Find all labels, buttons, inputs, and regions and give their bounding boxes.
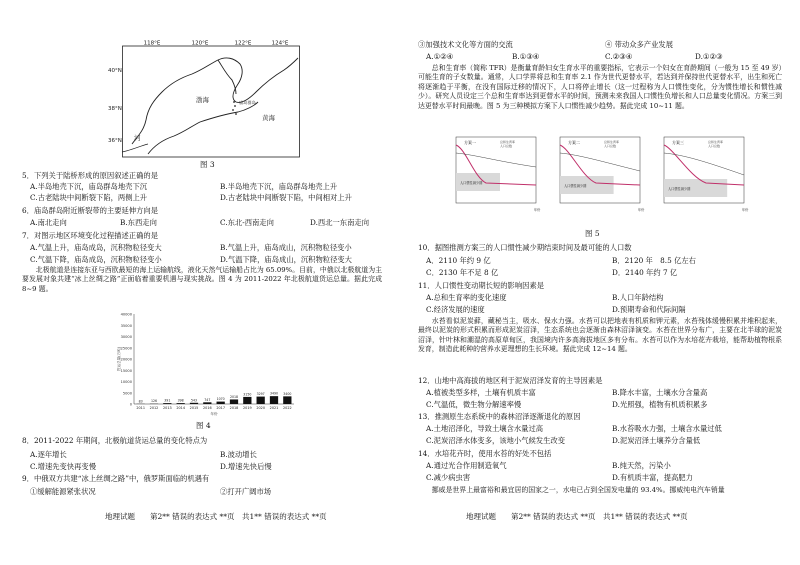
bar-2018 — [230, 399, 238, 404]
lon-label-118: 118°E — [143, 40, 161, 47]
q12-option-a: A.植被类型多样，土壤有机质丰富 — [426, 388, 536, 397]
bar-2013 — [163, 403, 171, 404]
bar-value-label: 83 — [138, 399, 143, 404]
y-axis-label: 货运总量(万吨) — [117, 346, 121, 372]
q10-option-a: A．2110 年约 9 亿 — [426, 256, 491, 265]
q14-option-c: C.减少病虫害 — [426, 473, 471, 482]
q12-option-b: B.降水丰富，土壤水分含量高 — [612, 388, 708, 397]
bar-2016 — [203, 402, 211, 404]
q8-option-b: B.波动增长 — [220, 450, 257, 459]
x-tick-label: 2016 — [203, 406, 212, 410]
x-axis-label: 年份 — [742, 208, 749, 212]
scenario-panel-3 — [664, 137, 749, 212]
bar-value-label: 3400 — [283, 391, 292, 396]
q12-option-c: C.气温低，微生物分解速率慢 — [426, 400, 522, 409]
q8-option-a: A.逐年增长 — [30, 450, 67, 459]
bar-value-label: 3297 — [256, 392, 265, 397]
q13-option-c: C.泥炭沼泽水体变多，该地小气候发生改变 — [426, 436, 565, 445]
q14-stem: 14．水培花卉时，使用水苔的好处不包括 — [418, 449, 552, 458]
y-tick-label: 25000 — [120, 346, 132, 351]
q7-stem: 7．对图示地区环境变化过程描述正确的是 — [22, 231, 158, 240]
lat-label-40: 40°N — [108, 68, 122, 74]
bar-value-label: 747 — [204, 397, 211, 402]
q13-stem: 13．推测原生态系统中的森林沼泽逐渐退化的原因 — [418, 412, 581, 421]
legend-population: 人口总数 — [708, 144, 721, 148]
q12-option-d: D.光照强，植物有机质积累多 — [612, 400, 708, 409]
passage-norway: 挪威是世界上最富裕和最宜居的国家之一，水电已占到全国发电量的 93.4%。挪威纯电汽车销量 — [431, 486, 725, 494]
x-tick-label: 2014 — [176, 406, 185, 410]
q5-option-c: C.古老陆块中间断裂下陷，两侧上升 — [30, 193, 148, 202]
q10-option-c: C．2130 年不足 8 亿 — [426, 268, 499, 277]
islands-label: 庙岛群岛 — [239, 100, 256, 105]
bar-2020 — [257, 397, 265, 404]
bar-chart-figure-4 — [112, 308, 302, 418]
panel-title: 方案三 — [672, 140, 684, 145]
q5-option-d: D.古老陆块中间断裂下陷，中间相对上升 — [220, 193, 352, 202]
river-label: 河 — [134, 134, 141, 142]
q13-option-b: B.水苔吸水力强，土壤含水量过低 — [612, 424, 722, 433]
x-tick-label: 2018 — [229, 406, 239, 410]
bar-2022 — [283, 396, 291, 404]
lon-label-122: 122°E — [234, 40, 252, 47]
x-tick-label: 2020 — [256, 406, 265, 410]
bar-2019 — [243, 397, 251, 404]
q11-option-c: C.经济发展的速度 — [426, 305, 485, 314]
y-tick-label: 40000 — [120, 312, 132, 317]
passage-sphagnum: 水苔看似泥炭藓，藏秘当主，吸水、保水力强。水苔可以把地表有机质和钾元素，水苔残体缓慢积累并堆积起来，最终以泥炭的形式积累而形成泥炭沼泽，生态系统也会逐渐由森林沼泽演变。水苔在世界分布广，主要在北半球的泥炭沼泽，针叶林和潮湿的高原草甸区，我国境内许多高海拔地区多有分布。水苔可以作为水培花卉栽培，能帮助植物根系发育，制造此耗种的营养水更理想的生长环境。据此完成 12~14 题。 — [418, 317, 782, 354]
right-footer: 地理试题 第2** 错误的表达式 **页 共1** 错误的表达式 **页 — [466, 512, 688, 521]
q14-option-b: B.纯天然，污染小 — [612, 461, 671, 470]
q7-option-d: D.气温下降，庙岛成山，沉积物粒径变大 — [220, 255, 352, 264]
legend-tfr: 总和生育率 — [604, 140, 620, 144]
q5-option-a: A.半岛地壳下沉，庙岛群岛地壳下沉 — [30, 182, 148, 191]
legend-tfr: 总和生育率 — [708, 140, 724, 144]
y-tick-label: 20000 — [120, 357, 132, 362]
q9-option-4: ④ 带动众多产业发展 — [605, 40, 673, 49]
population-figure-5 — [450, 135, 750, 223]
bar-2021 — [270, 396, 278, 404]
bar-2017 — [217, 402, 225, 404]
legend-population: 人口总数 — [500, 144, 513, 148]
q14-option-d: D.有机质丰富，提高肥力 — [612, 473, 693, 482]
x-axis-label: 年份 — [210, 412, 218, 416]
q7-option-b: B.气温上升，庙岛成山，沉积物粒径变小 — [220, 243, 352, 252]
q5-option-b: B.半岛地壳下沉，庙岛群岛地壳上升 — [220, 182, 338, 191]
passage-tfr: 总和生育率（简称 TFR）是衡量育龄妇女生育水平的重要指标，它表示一个妇女在育龄期间（一般为 15 至 49 岁）可能生育的子女数量。通常，人口学界将总和生育率 2.1 作为世代更替水平，若达到并保持世代更替水平，出生和死亡将逐渐趋于平衡，在没有国际迁移的情况下，人口将停止增长（这一过程称为人口惯性变化，分为惯性增长和惯性减少）。研究人员设定三个总和生育率达到更替水平的时间，预测未来我国人口惯性负增长和人口总量变化情况。方案三到达更替水平时间最晚。图 5 为三种模拟方案下人口惯性减少趋势。据此完成 10~11 题。 — [418, 64, 782, 110]
q9-choice-d: D.①②③ — [695, 52, 723, 61]
left-footer: 地理试题 第2** 错误的表达式 **页 共1** 错误的表达式 **页 — [105, 512, 327, 521]
q6-option-a: A.南北走向 — [30, 218, 67, 227]
q6-option-b: B.东西走向 — [120, 218, 157, 227]
x-tick-label: 2021 — [269, 406, 279, 410]
y-tick-label: 5000 — [122, 391, 132, 396]
q5-stem: 5．下列关于陆桥形成的原因叙述正确的是 — [22, 171, 158, 180]
y-tick-label: 0 — [129, 402, 132, 407]
q9-option-3: ③加强技术文化等方面的交流 — [418, 40, 513, 49]
inertia-period-label: 人口惯性减少期 — [668, 187, 691, 191]
q10-option-b: B．2120 年 8.5 亿左右 — [612, 256, 696, 265]
legend-population: 人口总数 — [604, 144, 617, 148]
x-axis-label: 年份 — [534, 208, 541, 212]
bar-value-label: 398 — [177, 398, 184, 403]
x-tick-label: 2013 — [163, 406, 172, 410]
y-tick-label: 30000 — [120, 335, 132, 339]
q10-option-d: D．2140 年约 7 亿 — [612, 268, 678, 277]
y-tick-label: 10000 — [120, 380, 132, 384]
inertia-period-label: 人口惯性减少期 — [460, 181, 483, 185]
bar-value-label: 1070 — [216, 397, 225, 402]
bar-value-label: 3150 — [243, 392, 252, 397]
q6-stem: 6．庙岛群岛附近断裂带的主要延伸方向是 — [22, 206, 158, 215]
lat-label-38: 38°N — [108, 106, 122, 112]
q11-option-a: A.总和生育率的变化速度 — [426, 293, 507, 302]
q9-choice-a: A.①②④ — [426, 52, 454, 61]
panel-title: 方案一 — [464, 140, 476, 145]
bar-value-label: 543 — [190, 398, 198, 403]
bar-value-label: 391 — [164, 398, 171, 403]
q11-option-d: D.预期寿命和代际间隔 — [612, 305, 686, 314]
q7-option-c: C.气温下降，庙岛成岛，沉积物粒径变小 — [30, 255, 162, 264]
x-tick-label: 2011 — [136, 406, 145, 410]
y-tick-label: 15000 — [120, 368, 132, 373]
lat-label-36: 36°N — [108, 138, 122, 144]
inertia-period-label: 人口惯性减少期 — [564, 184, 587, 188]
x-tick-label: 2019 — [243, 406, 252, 410]
right-page — [400, 0, 800, 565]
x-axis-label: 年份 — [638, 208, 645, 212]
bar-value-label: 2018 — [229, 394, 239, 399]
q11-stem: 11．人口惯性变动期长短的影响因素是 — [418, 281, 545, 290]
sea-label-bohai: 渤海 — [196, 96, 209, 104]
panel-title: 方案二 — [568, 140, 580, 145]
q13-option-d: D.泥炭沼泽土壤养分含量低 — [612, 436, 701, 445]
map-figure-3 — [108, 40, 300, 158]
x-tick-label: 2015 — [189, 406, 199, 410]
y-tick-label: 35000 — [120, 323, 132, 328]
sea-label-huanghai: 黄海 — [262, 114, 275, 122]
q12-stem: 12．山地中高海拔的地区利于泥炭沼泽发育的主导因素是 — [418, 376, 603, 385]
q14-option-a: A.通过光合作用制造氧气 — [426, 461, 507, 470]
q8-option-d: D.增速先快后慢 — [220, 462, 272, 471]
scenario-panel-1 — [456, 137, 541, 212]
bar-2015 — [190, 403, 198, 404]
x-tick-label: 2017 — [216, 406, 225, 410]
q8-stem: 8．2011-2022 年期间，北极航道货运总量的变化特点为 — [22, 436, 208, 445]
q9-option-1: ①缓解能源紧张状况 — [30, 487, 96, 496]
passage-arctic-route: 北极航道是连接东亚与西欧最短的海上运输航线，液化天然气运输船占比为 65.09%。目前，中俄以北极航道为主要发展对象共建“冰上丝绸之路”正面临着重要机遇与现实挑战。图 4 为 2011-2022 年北极航道货运总量。据此完成 8~9 题。 — [22, 266, 382, 293]
scenario-panel-2 — [560, 137, 645, 212]
q11-option-b: B.人口年龄结构 — [612, 293, 664, 302]
figure-3-caption: 图 3 — [200, 160, 215, 169]
lon-label-124: 124°E — [271, 40, 289, 47]
q6-option-c: C.东北-西南走向 — [220, 218, 274, 227]
q9-choice-c: C.②③④ — [605, 52, 633, 61]
figure-4-caption: 图 4 — [196, 421, 211, 430]
q10-stem: 10．据图推测方案三的人口惯性减少期结束时间及最可能的人口数 — [418, 243, 632, 252]
x-tick-label: 2022 — [283, 406, 292, 410]
lon-label-120: 120°E — [191, 40, 209, 47]
q6-option-d: D.西北一东南走向 — [310, 218, 369, 227]
q9-option-2: ②打开广阔市场 — [220, 487, 272, 496]
q8-option-c: C.增速先变快再变慢 — [30, 462, 97, 471]
q9-stem: 9．中俄双方共建“冰上丝绸之路”中，俄罗斯面临的机遇有 — [22, 474, 210, 483]
bar-value-label: 126 — [150, 399, 158, 404]
q13-option-a: A.土地沼泽化，导致土壤含水量过高 — [426, 424, 544, 433]
q9-choice-b: B.①③④ — [512, 52, 540, 61]
legend-tfr: 总和生育率 — [500, 140, 516, 144]
x-tick-label: 2012 — [149, 406, 159, 410]
bar-2014 — [177, 403, 185, 404]
q7-option-a: A.气温上升，庙岛成岛，沉积物粒径变大 — [30, 243, 162, 252]
bar-value-label: 3490 — [269, 391, 279, 396]
figure-5-caption: 图 5 — [585, 229, 600, 238]
